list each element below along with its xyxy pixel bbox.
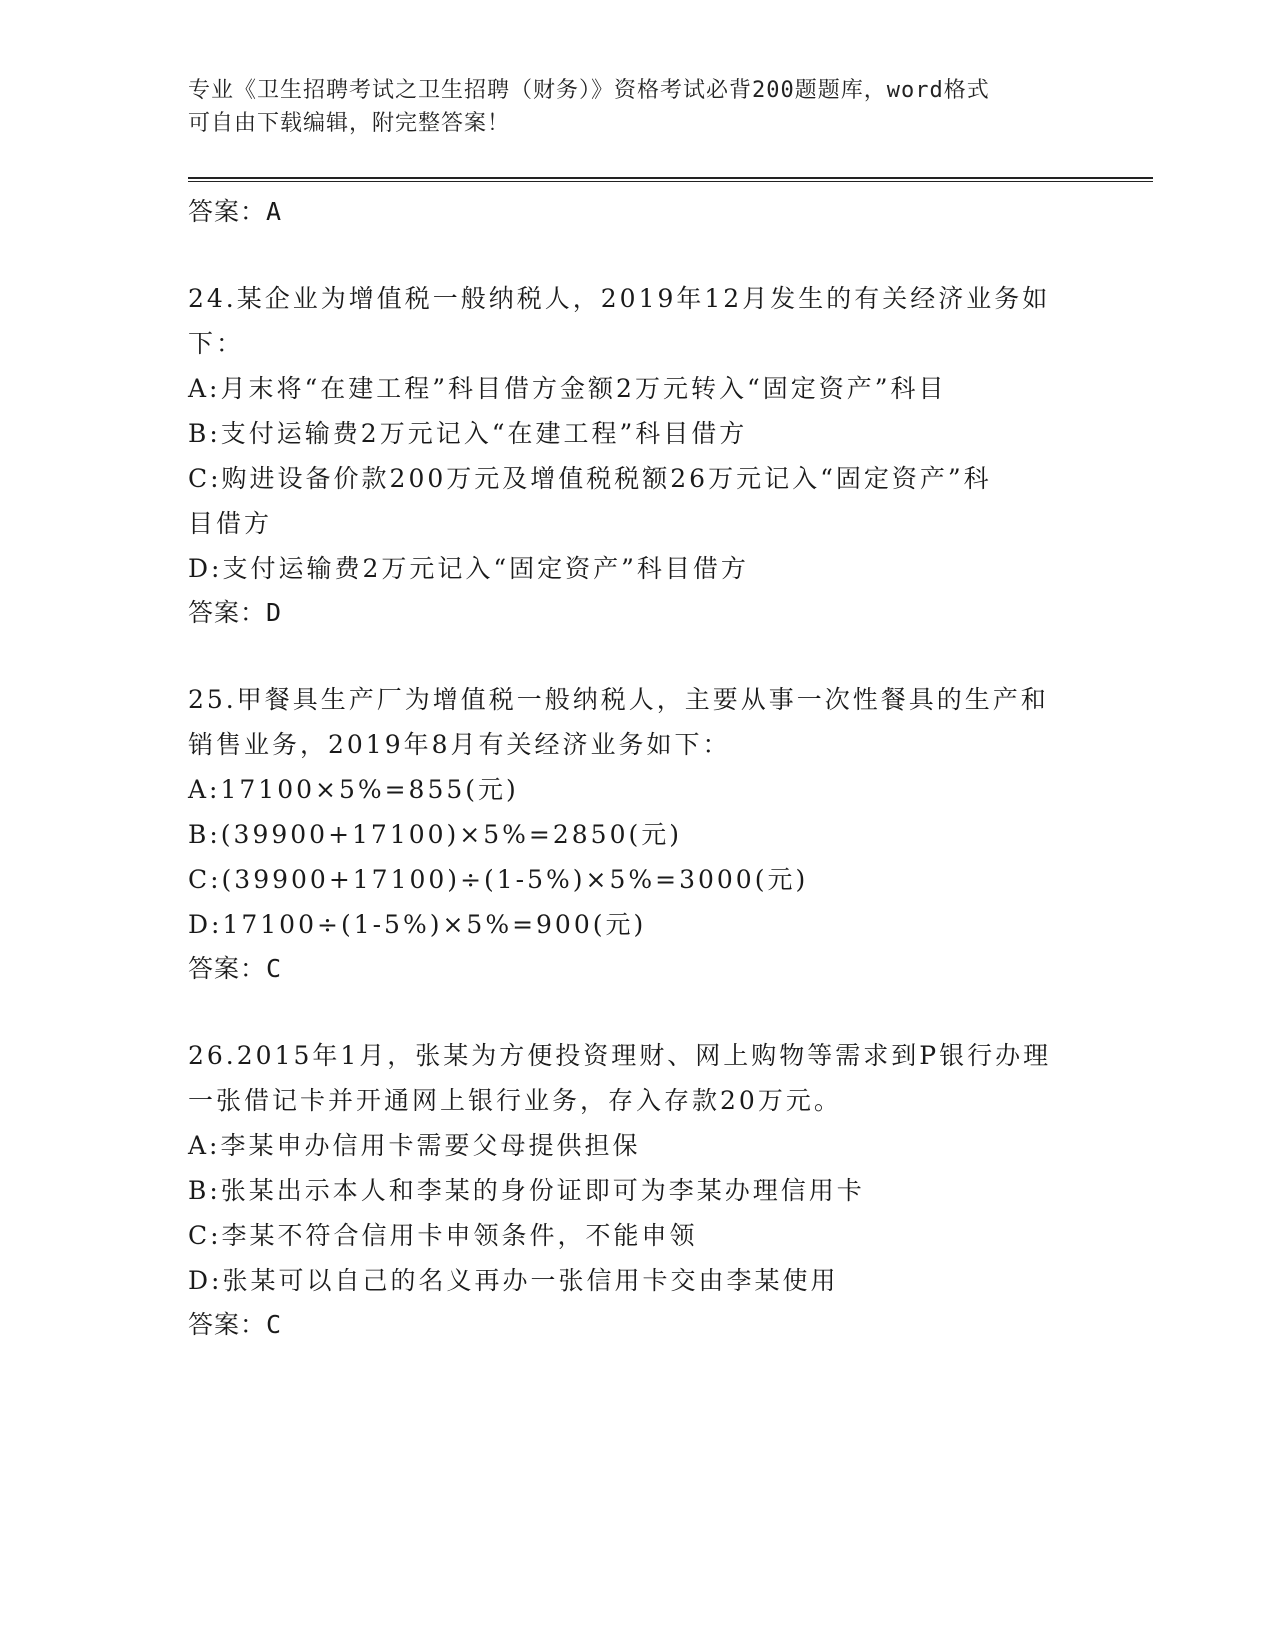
answer-key: C: [266, 1310, 283, 1339]
question-text-line: 一张借记卡并开通网上银行业务，存入存款20万元。: [188, 1086, 842, 1115]
option-a: A:月末将“在建工程”科目借方金额2万元转入“固定资产”科目: [188, 374, 947, 403]
option-d: D:张某可以自己的名义再办一张信用卡交由李某使用: [188, 1266, 839, 1295]
question-text-line: 24.某企业为增值税一般纳税人，2019年12月发生的有关经济业务如: [188, 284, 1051, 313]
answer-label: 答案：: [188, 954, 267, 983]
header-line-2: 可自由下载编辑，附完整答案！: [188, 111, 511, 136]
header-line-1: 专业《卫生招聘考试之卫生招聘（财务）》资格考试必背200题题库，word格式: [188, 78, 990, 103]
option-b: B:(39900+17100)×5%=2850(元): [188, 820, 682, 849]
question-text-line: 销售业务，2019年8月有关经济业务如下：: [188, 730, 731, 759]
option-c: C:李某不符合信用卡申领条件，不能申领: [188, 1221, 698, 1250]
option-c-continued: 目借方: [188, 509, 273, 538]
question-answer: [188, 1303, 1088, 1347]
header-divider: [188, 177, 1153, 182]
question-25: [188, 677, 1088, 991]
previous-answer: [188, 190, 1088, 234]
option-b: B:支付运输费2万元记入“在建工程”科目借方: [188, 419, 748, 448]
answer-label: 答案：: [188, 1310, 267, 1339]
question-answer: [188, 591, 1088, 635]
document-content: [188, 190, 1088, 1347]
answer-label: 答案：: [188, 197, 267, 226]
option-d: D:支付运输费2万元记入“固定资产”科目借方: [188, 554, 749, 583]
option-a: A:17100×5%=855(元): [188, 775, 519, 804]
question-26: [188, 1033, 1088, 1347]
answer-label: 答案：: [188, 598, 267, 627]
answer-key: A: [266, 197, 283, 226]
document-header: [188, 74, 1068, 140]
answer-key: D: [266, 598, 283, 627]
option-c: C:购进设备价款200万元及增值税税额26万元记入“固定资产”科: [188, 464, 992, 493]
option-a: A:李某申办信用卡需要父母提供担保: [188, 1131, 641, 1160]
option-c: C:(39900+17100)÷(1-5%)×5%=3000(元): [188, 865, 809, 894]
question-text-line: 下：: [188, 329, 245, 358]
option-d: D:17100÷(1-5%)×5%=900(元): [188, 910, 647, 939]
question-text-line: 26.2015年1月，张某为方便投资理财、网上购物等需求到P银行办理: [188, 1041, 1052, 1070]
question-text-line: 25.甲餐具生产厂为增值税一般纳税人，主要从事一次性餐具的生产和: [188, 685, 1049, 714]
answer-key: C: [266, 954, 283, 983]
option-b: B:张某出示本人和李某的身份证即可为李某办理信用卡: [188, 1176, 865, 1205]
question-24: [188, 276, 1088, 635]
question-answer: [188, 947, 1088, 991]
